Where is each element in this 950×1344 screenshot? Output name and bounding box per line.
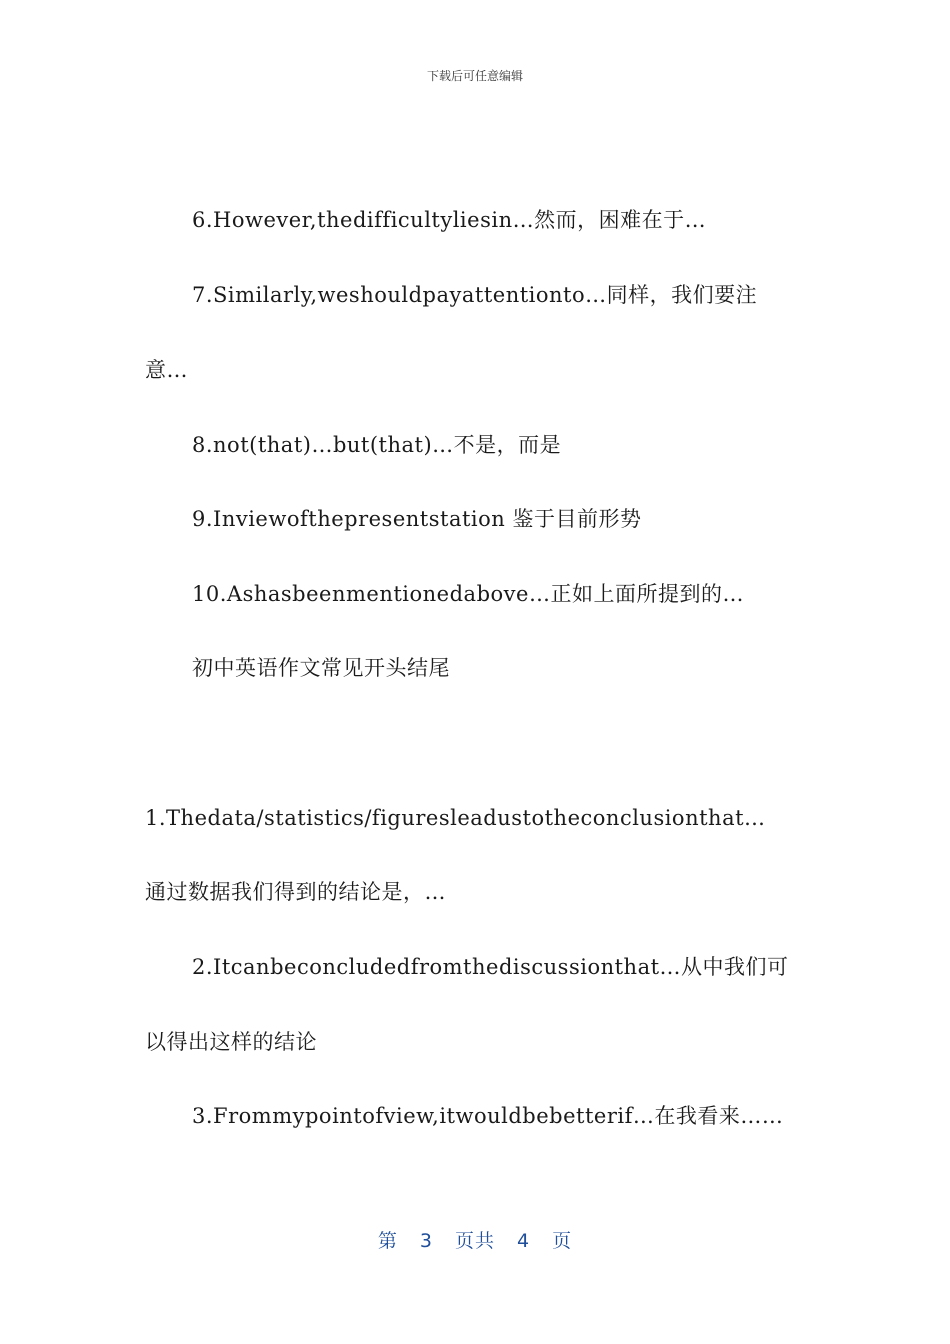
page-header: 下载后可任意编辑	[426, 69, 523, 83]
footer-total-pages: 4	[517, 1230, 531, 1252]
phrase-line-6: 6.However,thedifficultyliesin…然而，困难在于…	[192, 208, 707, 232]
phrase-line-10: 10.Ashasbeenmentionedabove…正如上面所提到的…	[192, 582, 744, 606]
phrase-line-7: 7.Similarly,weshouldpayattentionto…同样，我们要注	[192, 283, 758, 307]
footer-suffix: 页	[552, 1230, 573, 1252]
footer-current-page: 3	[419, 1230, 433, 1252]
page-footer	[0, 1226, 950, 1253]
ending-line-1: 1.Thedata/statistics/figuresleadustotheconclusionthat…	[145, 806, 766, 830]
phrase-line-7-continued: 意…	[145, 358, 188, 382]
footer-prefix: 第	[377, 1230, 398, 1252]
ending-line-3: 3.Frommypointofview,itwouldbebetterif…在我看来……	[192, 1104, 784, 1128]
footer-middle: 页共	[454, 1230, 495, 1252]
phrase-line-8: 8.not(that)…but(that)…不是，而是	[192, 433, 562, 457]
ending-line-2-continued: 以得出这样的结论	[145, 1030, 317, 1054]
ending-line-1-translation: 通过数据我们得到的结论是，…	[145, 880, 446, 904]
section-heading: 初中英语作文常见开头结尾	[192, 656, 450, 680]
ending-line-2: 2.Itcanbeconcludedfromthediscussionthat…从中我们可	[192, 955, 789, 979]
phrase-line-9: 9.Inviewofthepresentstation 鉴于目前形势	[192, 507, 642, 531]
